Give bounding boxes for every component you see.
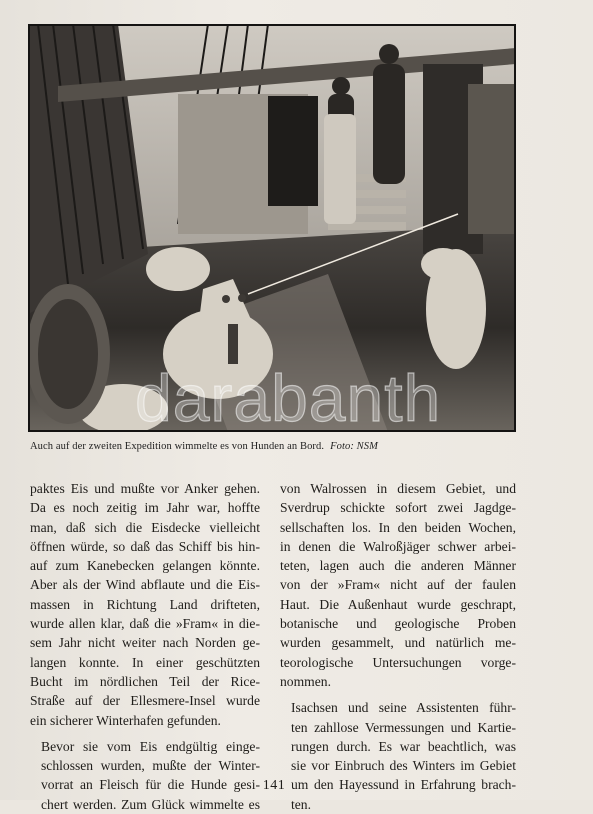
text-line: Haut. Die Außenhaut wurde geschrapt, (280, 596, 516, 612)
text-line: Bevor sie vom Eis endgültig einge- (41, 738, 260, 754)
photo-caption (30, 441, 516, 452)
text-line: Straße auf der Ellesmere-Insel wurde (30, 693, 260, 709)
text-line: Isachsen und seine Assistenten führ- (291, 700, 516, 716)
paragraph (280, 479, 516, 691)
text-column-right (280, 479, 516, 814)
text-line: ein sicherer Winterhafen gefunden. (30, 712, 221, 728)
paragraph (280, 698, 516, 814)
paragraph (30, 737, 260, 814)
text-line: Aber als der Wind abflaute und die Eis- (30, 577, 260, 593)
text-line: auf zum Kanebecken gelangen könnte. (30, 558, 260, 574)
text-line: von der »Fram« nicht auf der faulen (280, 577, 516, 593)
photo-credit: Foto: NSM (330, 441, 378, 452)
text-line: ten zahllose Vermessungen und Kartie- (291, 719, 516, 735)
text-line: paktes Eis und mußte vor Anker gehen. (30, 481, 260, 496)
text-line: wurden gesammelt, und natürlich me- (280, 635, 516, 651)
text-line: um den Hayessund in Erfahrung brach- (291, 777, 516, 793)
photo-image (28, 24, 516, 432)
text-line: öffnen würde, so daß das Schiff bis hin- (30, 538, 260, 554)
ship-deck-photo (28, 24, 516, 432)
text-line: nommen. (280, 673, 331, 689)
text-line: Sverdrup schickte sofort zwei Jagdge- (280, 500, 516, 516)
text-line: in denen die Walroßjäger schwer arbei- (280, 538, 516, 554)
paragraph (30, 479, 260, 730)
text-line: von Walrossen in diesem Gebiet, und (280, 481, 516, 496)
text-line: chert werden. Zum Glück wimmelte es (41, 796, 260, 812)
text-line: ten. (291, 796, 312, 812)
text-line: Da es noch zeitig im Jahr war, hoffte (30, 500, 260, 516)
page-number: 141 (262, 778, 286, 793)
text-line: man, daß sich die Eisdecke vielleicht (30, 519, 260, 535)
text-line: sem Jahr nicht weiter nach Norden ge- (30, 635, 260, 651)
text-line: langen konnte. In einer geschützten (30, 654, 260, 670)
text-column-left (30, 479, 260, 814)
text-line: vorrat an Fleisch für die Hunde gesi- (41, 777, 260, 793)
text-line: Bucht im nördlichen Teil der Rice- (30, 673, 260, 689)
text-line: massen in Richtung Land drifteten, (30, 596, 260, 612)
text-line: schlossen wurden, mußte der Winter- (41, 758, 260, 774)
text-line: rungen durch. Es war beachtlich, was (291, 738, 516, 754)
caption-text: Auch auf der zweiten Expedition wimmelte es von Hunden an Bord. (30, 441, 325, 452)
text-line: teten, lagen auch die anderen Männer (280, 558, 516, 574)
text-line: sellschaften los. In den beiden Wochen, (280, 519, 516, 535)
text-line: sie vor Einbruch des Winters im Gebiet (291, 758, 516, 774)
text-line: botanische und geologische Proben (280, 616, 516, 632)
watermark: darabanth (135, 361, 442, 435)
text-line: teorologische Untersuchungen vorge- (280, 654, 516, 670)
text-line: wurde allen klar, daß die »Fram« in die- (30, 616, 260, 632)
